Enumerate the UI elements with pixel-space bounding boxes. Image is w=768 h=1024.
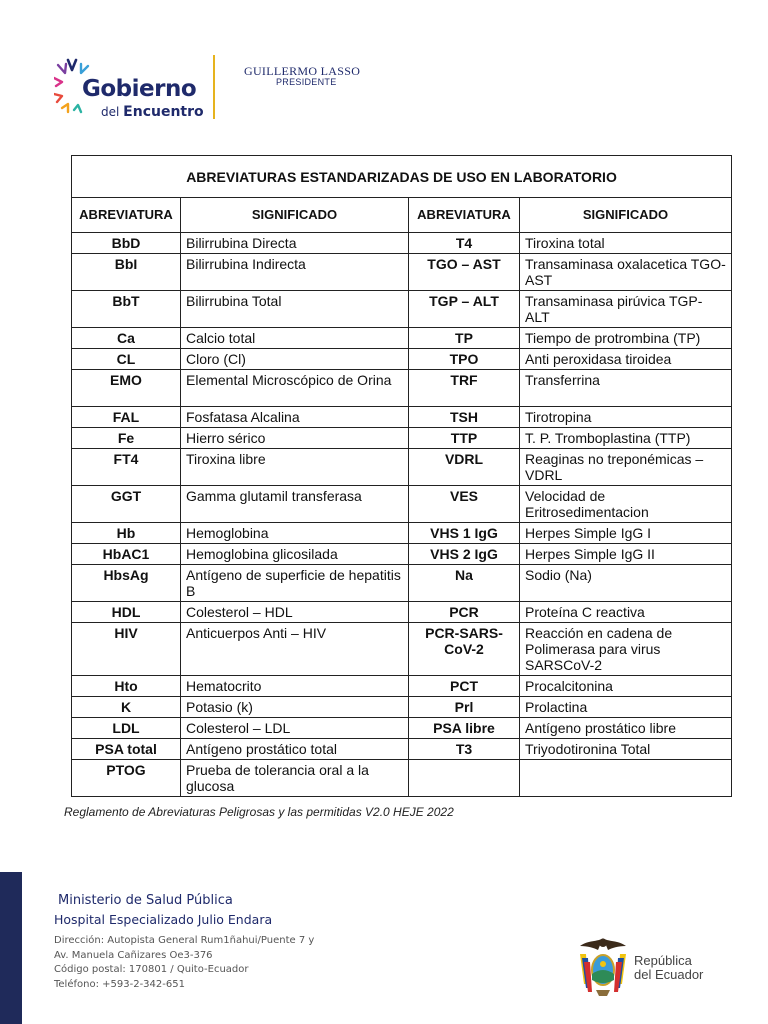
table-row (72, 739, 732, 760)
meaning-cell: Bilirrubina Indirecta (181, 254, 409, 291)
abbreviation-cell: PSA libre (409, 718, 520, 739)
abbreviation-cell: TGO – AST (409, 254, 520, 291)
hospital-name: Hospital Especializado Julio Endara (54, 912, 273, 927)
abbreviation-cell: FT4 (72, 449, 181, 486)
meaning-cell: Tiempo de protrombina (TP) (520, 328, 732, 349)
ministry-name: Ministerio de Salud Pública (58, 893, 233, 908)
meaning-cell: Anti peroxidasa tiroidea (520, 349, 732, 370)
abbreviation-cell: PTOG (72, 760, 181, 797)
abbreviation-cell: EMO (72, 370, 181, 407)
column-header-abbreviation: ABREVIATURA (409, 198, 520, 233)
meaning-cell: Tiroxina libre (181, 449, 409, 486)
table-row (72, 254, 732, 291)
table-row (72, 676, 732, 697)
meaning-cell: Prolactina (520, 697, 732, 718)
header-divider (213, 55, 215, 119)
meaning-cell: Prueba de tolerancia oral a la glucosa (181, 760, 409, 797)
republic-label-line1: República (634, 953, 692, 968)
meaning-cell: Transaminasa pirúvica TGP-ALT (520, 291, 732, 328)
meaning-cell: Hemoglobina (181, 523, 409, 544)
abbreviation-cell: HbsAg (72, 565, 181, 602)
abbreviation-cell: HIV (72, 623, 181, 676)
table-row (72, 760, 732, 797)
column-header-meaning: SIGNIFICADO (520, 198, 732, 233)
logo-subtitle-prefix: del (101, 105, 120, 119)
footer-side-bar (0, 872, 22, 1024)
abbreviation-cell: VHS 2 IgG (409, 544, 520, 565)
meaning-cell: Hemoglobina glicosilada (181, 544, 409, 565)
abbreviation-cell: PCR-SARS-CoV-2 (409, 623, 520, 676)
abbreviation-cell: Prl (409, 697, 520, 718)
table-row (72, 428, 732, 449)
president-name: GUILLERMO LASSO (244, 64, 361, 78)
abbreviation-cell: VDRL (409, 449, 520, 486)
abbreviation-cell: BbT (72, 291, 181, 328)
meaning-cell: Procalcitonina (520, 676, 732, 697)
table-row (72, 486, 732, 523)
abbreviation-cell: HDL (72, 602, 181, 623)
meaning-cell: Sodio (Na) (520, 565, 732, 602)
meaning-cell: Reaginas no treponémicas – VDRL (520, 449, 732, 486)
meaning-cell: T. P. Tromboplastina (TTP) (520, 428, 732, 449)
abbreviation-cell: TRF (409, 370, 520, 407)
abbreviation-cell: Ca (72, 328, 181, 349)
abbreviation-cell: Hto (72, 676, 181, 697)
abbreviation-cell: FAL (72, 407, 181, 428)
abbreviation-cell: BbI (72, 254, 181, 291)
abbreviation-cell (409, 760, 520, 797)
meaning-cell: Colesterol – LDL (181, 718, 409, 739)
table-caption: Reglamento de Abreviaturas Peligrosas y las permitidas V2.0 HEJE 2022 (64, 805, 454, 819)
table-row (72, 370, 732, 407)
meaning-cell: Fosfatasa Alcalina (181, 407, 409, 428)
table-row (72, 233, 732, 254)
meaning-cell: Colesterol – HDL (181, 602, 409, 623)
meaning-cell: Antígeno prostático libre (520, 718, 732, 739)
meaning-cell: Transaminasa oxalacetica TGO-AST (520, 254, 732, 291)
abbreviation-cell: K (72, 697, 181, 718)
abbreviation-cell: Na (409, 565, 520, 602)
abbreviation-cell: BbD (72, 233, 181, 254)
meaning-cell: Hierro sérico (181, 428, 409, 449)
abbreviation-cell: T3 (409, 739, 520, 760)
abbreviation-cell: GGT (72, 486, 181, 523)
meaning-cell: Velocidad de Eritrosedimentacion (520, 486, 732, 523)
column-header-abbreviation: ABREVIATURA (72, 198, 181, 233)
meaning-cell: Antígeno de superficie de hepatitis B (181, 565, 409, 602)
abbreviation-cell: Hb (72, 523, 181, 544)
republic-label-line2: del Ecuador (634, 967, 704, 982)
table-row (72, 523, 732, 544)
logo-subtitle (101, 104, 204, 120)
abbreviation-cell: PCT (409, 676, 520, 697)
postal-code-line: Código postal: 170801 / Quito-Ecuador (54, 964, 249, 975)
abbreviation-cell: TGP – ALT (409, 291, 520, 328)
meaning-cell (520, 760, 732, 797)
meaning-cell: Herpes Simple IgG I (520, 523, 732, 544)
table-row (72, 602, 732, 623)
phone-line: Teléfono: +593-2-342-651 (54, 979, 185, 990)
president-title: PRESIDENTE (276, 77, 337, 87)
abbreviation-cell: CL (72, 349, 181, 370)
table-row (72, 565, 732, 602)
table-row (72, 291, 732, 328)
abbreviation-cell: PCR (409, 602, 520, 623)
logo-subtitle-main: Encuentro (123, 104, 204, 120)
meaning-cell: Elemental Microscópico de Orina (181, 370, 409, 407)
abbreviation-cell: HbAC1 (72, 544, 181, 565)
abbreviation-cell: VES (409, 486, 520, 523)
table-title: ABREVIATURAS ESTANDARIZADAS DE USO EN LABORATORIO (72, 156, 732, 198)
logo-title: Gobierno (82, 76, 197, 102)
meaning-cell: Hematocrito (181, 676, 409, 697)
abbreviation-cell: T4 (409, 233, 520, 254)
table-row (72, 328, 732, 349)
gobierno-logo (54, 56, 214, 122)
ecuador-coat-of-arms-icon (574, 934, 632, 1000)
abbreviation-cell: PSA total (72, 739, 181, 760)
abbreviation-cell: LDL (72, 718, 181, 739)
abbreviations-table (71, 155, 732, 797)
table-row (72, 544, 732, 565)
address-line: Av. Manuela Cañizares Oe3-376 (54, 950, 213, 961)
meaning-cell: Anticuerpos Anti – HIV (181, 623, 409, 676)
table-row (72, 623, 732, 676)
address-line: Dirección: Autopista General Rum1ñahui/Puente 7 y (54, 935, 315, 946)
meaning-cell: Antígeno prostático total (181, 739, 409, 760)
abbreviation-cell: TSH (409, 407, 520, 428)
meaning-cell: Tirotropina (520, 407, 732, 428)
meaning-cell: Potasio (k) (181, 697, 409, 718)
column-header-meaning: SIGNIFICADO (181, 198, 409, 233)
table-row (72, 349, 732, 370)
meaning-cell: Calcio total (181, 328, 409, 349)
abbreviation-cell: TPO (409, 349, 520, 370)
meaning-cell: Transferrina (520, 370, 732, 407)
abbreviation-cell: Fe (72, 428, 181, 449)
meaning-cell: Cloro (Cl) (181, 349, 409, 370)
abbreviation-cell: TP (409, 328, 520, 349)
meaning-cell: Tiroxina total (520, 233, 732, 254)
table-row (72, 697, 732, 718)
meaning-cell: Gamma glutamil transferasa (181, 486, 409, 523)
meaning-cell: Herpes Simple IgG II (520, 544, 732, 565)
abbreviation-cell: VHS 1 IgG (409, 523, 520, 544)
meaning-cell: Bilirrubina Directa (181, 233, 409, 254)
meaning-cell: Reacción en cadena de Polimerasa para virus SARSCoV-2 (520, 623, 732, 676)
table-row (72, 718, 732, 739)
meaning-cell: Proteína C reactiva (520, 602, 732, 623)
meaning-cell: Bilirrubina Total (181, 291, 409, 328)
table-row (72, 407, 732, 428)
meaning-cell: Triyodotironina Total (520, 739, 732, 760)
table-row (72, 449, 732, 486)
abbreviation-cell: TTP (409, 428, 520, 449)
